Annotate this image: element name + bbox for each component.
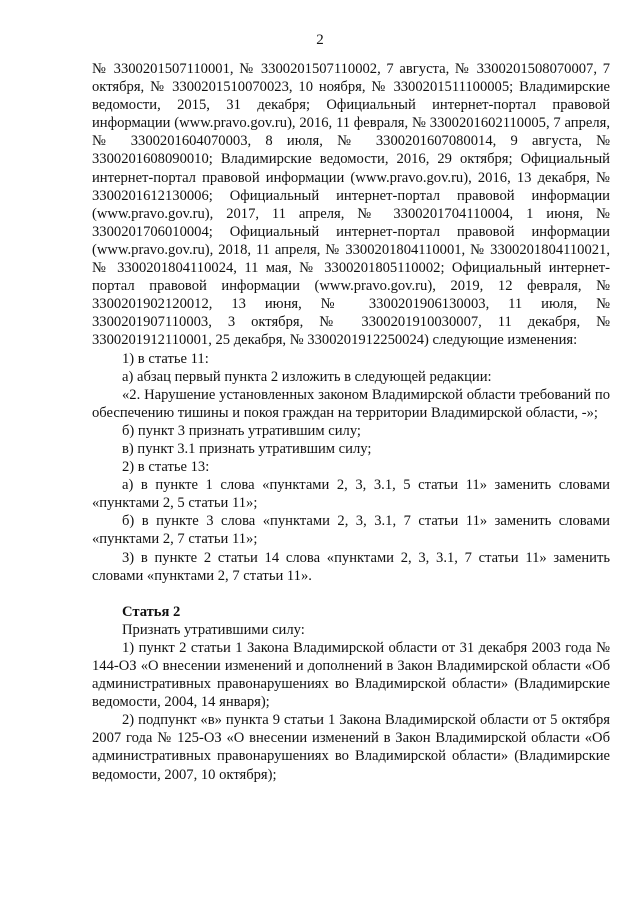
article-1-item: а) в пункте 1 слова «пунктами 2, 3, 3.1, 5 статьи 11» заменить словами «пунктами 2, 5 статьи 11»; <box>92 477 610 512</box>
article-1-item: 1) в статье 11: <box>122 350 209 367</box>
article-1-item: 3) в пункте 2 статьи 14 слова «пунктами 2, 3, 3.1, 7 статьи 11» заменить словами «пунктами 2, 7 статьи 11». <box>92 549 610 584</box>
article-1-item: 2) в статье 13: <box>122 459 210 476</box>
article-1-item: «2. Нарушение установленных законом Владимирской области требований по обеспечению тишины и покоя граждан на территории Владимирской области, -»; <box>92 386 610 421</box>
continuation-paragraph: № 3300201507110001, № 3300201507110002, 7 августа, № 3300201508070007, 7 октября, № 3300201510070023, 10 ноября, № 3300201511100005; Владимирские ведомости, 2015, 31 декабря; Официальный интернет-портал правовой информации (www.pravo.gov.ru), 2016, 11 февраля, № 3300201602110005, 7 апреля, № 3300201604070003, 8 июля, № 3300201607080014, 9 августа, № 3300201608090010; Владимирские ведомости, 2016, 29 октября; Официальный интернет-портал правовой информации (www.pravo.gov.ru), 2016, 13 декабря, № 3300201612130006; Официальный интернет-портал правовой информации (www.pravo.gov.ru), 2017, 11 апреля, № 3300201704110004, 1 июня, № 3300201706010004; Официальный интернет-портал правовой информации (www.pravo.gov.ru), 2018, 11 апреля, № 3300201804110001, № 3300201804110021, № 3300201804110024, 11 мая, № 3300201805110002; Официальный интернет-портал правовой информации (www.pravo.gov.ru), 2019, 12 февраля, № 3300201902120012, 13 июня, № 3300201906130003, 11 июля, № 3300201907110003, 3 октября, № 3300201910030007, 11 декабря, № 3300201912110001, 25 декабря, № 3300201912250024) следующие изменения: <box>92 61 610 349</box>
article-1-item: а) абзац первый пункта 2 изложить в следующей редакции: <box>122 368 492 385</box>
article-2-intro: Признать утратившими силу: <box>122 621 305 638</box>
article-1-item: б) пункт 3 признать утратившим силу; <box>122 422 361 439</box>
page-number: 2 <box>316 32 324 48</box>
article-2-item: 2) подпункт «в» пункта 9 статьи 1 Закона Владимирской области от 5 октября 2007 года № 125-ОЗ «О внесении изменений в Закон Владимирской области «Об административных правонарушениях во Владимирской области» (Владимирские ведомости, 2007, 10 октября); <box>92 712 610 783</box>
article-2-item: 1) пункт 2 статьи 1 Закона Владимирской области от 31 декабря 2003 года № 144-ОЗ «О внесении изменений и дополнений в Закон Владимирской области «Об административных правонарушениях во Владимирской области» (Владимирские ведомости, 2004, 14 января); <box>92 639 610 711</box>
article-1-item: в) пункт 3.1 признать утратившим силу; <box>122 440 372 457</box>
article-1-item: б) в пункте 3 слова «пунктами 2, 3, 3.1, 7 статьи 11» заменить словами «пунктами 2, 7 статьи 11»; <box>92 513 610 548</box>
document-body <box>92 60 610 784</box>
article-2-heading: Статья 2 <box>122 603 181 620</box>
